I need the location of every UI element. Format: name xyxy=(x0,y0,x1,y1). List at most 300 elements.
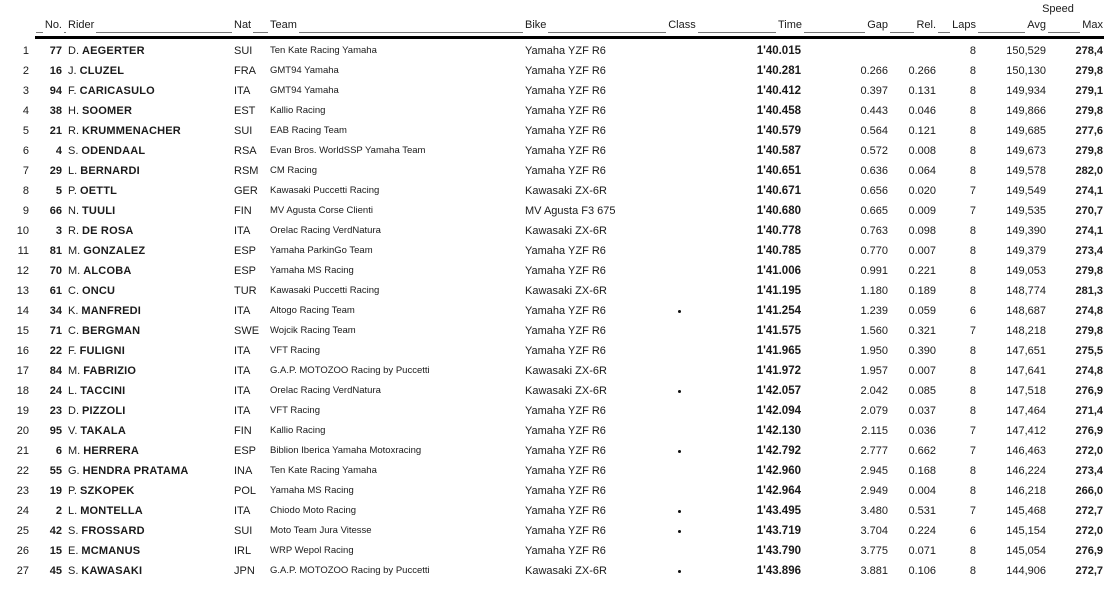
gap-cell: 0.443 xyxy=(860,105,888,117)
header-nat: Nat xyxy=(234,19,252,31)
rider-name-cell xyxy=(64,501,228,521)
rider-surname: SOOMER xyxy=(82,105,133,117)
class-cell xyxy=(634,401,710,421)
table-row xyxy=(0,541,1110,561)
team-cell: WRP Wepol Racing xyxy=(270,545,354,556)
max-speed-cell: 270,7 xyxy=(1075,205,1103,217)
rider-number-cell: 81 xyxy=(49,245,62,257)
bike-cell: Kawasaki ZX-6R xyxy=(525,225,607,237)
rider-surname: ONCU xyxy=(82,285,116,297)
gap-cell: 0.397 xyxy=(860,85,888,97)
table-row xyxy=(0,61,1110,81)
max-speed-cell: 279,8 xyxy=(1075,65,1103,77)
rider-number-cell: 24 xyxy=(49,385,62,397)
team-cell: Yamaha MS Racing xyxy=(270,485,354,496)
rider-initial: H. xyxy=(68,105,79,117)
laps-cell: 8 xyxy=(969,45,976,57)
rel-cell: 0.007 xyxy=(908,245,936,257)
rider-surname: MANFREDI xyxy=(81,305,142,317)
team-cell: Yamaha ParkinGo Team xyxy=(270,245,373,256)
team-cell: Wojcik Racing Team xyxy=(270,325,356,336)
max-speed-cell: 276,9 xyxy=(1075,425,1103,437)
time-cell: 1'42.964 xyxy=(756,485,801,497)
rider-surname: PIZZOLI xyxy=(82,405,126,417)
rel-cell: 0.168 xyxy=(908,465,936,477)
rel-cell: 0.085 xyxy=(908,385,936,397)
laps-cell: 8 xyxy=(969,245,976,257)
rel-cell: 0.020 xyxy=(908,185,936,197)
rider-number-cell: 21 xyxy=(49,125,62,137)
speed-group-line xyxy=(0,0,1110,18)
rider-surname: BERNARDI xyxy=(80,165,140,177)
bike-cell: Yamaha YZF R6 xyxy=(525,65,606,77)
nationality-cell: ESP xyxy=(234,445,257,457)
rider-surname: HERRERA xyxy=(83,445,140,457)
rel-cell: 0.531 xyxy=(908,505,936,517)
rider-surname: GONZALEZ xyxy=(83,245,146,257)
gap-cell xyxy=(808,41,894,61)
bike-cell: Kawasaki ZX-6R xyxy=(525,365,607,377)
table-row xyxy=(0,461,1110,481)
rider-name-cell xyxy=(64,181,228,201)
gap-cell: 2.079 xyxy=(860,405,888,417)
class-dot-icon xyxy=(678,530,681,533)
laps-cell: 7 xyxy=(969,425,976,437)
avg-speed-cell: 150,529 xyxy=(1006,45,1046,57)
bike-cell: MV Agusta F3 675 xyxy=(525,205,616,217)
nationality-cell: SUI xyxy=(234,125,253,137)
laps-cell: 8 xyxy=(969,465,976,477)
bike-cell: Yamaha YZF R6 xyxy=(525,125,606,137)
avg-speed-cell: 149,053 xyxy=(1006,265,1046,277)
nationality-cell: SUI xyxy=(234,45,253,57)
rider-surname: MCMANUS xyxy=(81,545,141,557)
rider-initial: M. xyxy=(68,445,81,457)
class-cell xyxy=(634,221,710,241)
table-row xyxy=(0,261,1110,281)
header-avg-speed: Avg xyxy=(1027,19,1046,31)
time-cell: 1'40.015 xyxy=(756,45,801,57)
table-row xyxy=(0,361,1110,381)
bike-cell: Yamaha YZF R6 xyxy=(525,165,606,177)
gap-cell: 1.180 xyxy=(860,285,888,297)
team-cell: Kallio Racing xyxy=(270,105,326,116)
avg-speed-cell: 147,518 xyxy=(1006,385,1046,397)
table-header-row xyxy=(0,18,1110,36)
team-cell: Biblion Iberica Yamaha Motoxracing xyxy=(270,445,422,456)
max-speed-cell: 275,5 xyxy=(1075,345,1103,357)
max-speed-cell: 274,1 xyxy=(1075,185,1103,197)
class-cell xyxy=(634,261,710,281)
avg-speed-cell: 149,866 xyxy=(1006,105,1046,117)
position-cell: 15 xyxy=(16,325,29,337)
rider-surname: ALCOBA xyxy=(83,265,132,277)
class-dot-icon xyxy=(678,510,681,513)
table-row xyxy=(0,121,1110,141)
laps-cell: 8 xyxy=(969,145,976,157)
header-time: Time xyxy=(777,19,802,31)
laps-cell: 7 xyxy=(969,205,976,217)
max-speed-cell: 274,1 xyxy=(1075,225,1103,237)
laps-cell: 8 xyxy=(969,105,976,117)
nationality-cell: ITA xyxy=(234,225,251,237)
position-cell: 12 xyxy=(16,265,29,277)
rider-initial: L. xyxy=(68,505,78,517)
max-speed-cell: 272,7 xyxy=(1075,505,1103,517)
position-cell: 17 xyxy=(16,365,29,377)
header-rule xyxy=(35,36,1104,39)
rider-name-cell xyxy=(64,41,228,61)
rider-initial: M. xyxy=(68,265,81,277)
max-speed-cell: 271,4 xyxy=(1075,405,1103,417)
bike-cell: Yamaha YZF R6 xyxy=(525,425,606,437)
gap-cell: 2.115 xyxy=(861,425,888,437)
team-cell: G.A.P. MOTOZOO Racing by Puccetti xyxy=(270,565,430,576)
avg-speed-cell: 145,468 xyxy=(1006,505,1046,517)
table-row xyxy=(0,521,1110,541)
avg-speed-cell: 148,218 xyxy=(1006,325,1046,337)
rider-name-cell xyxy=(64,381,228,401)
class-cell xyxy=(634,521,710,541)
time-cell: 1'40.587 xyxy=(756,145,801,157)
laps-cell: 6 xyxy=(969,305,976,317)
rider-initial: K. xyxy=(68,305,79,317)
nationality-cell: TUR xyxy=(234,285,257,297)
team-cell: CM Racing xyxy=(270,165,317,176)
rider-initial: R. xyxy=(68,125,79,137)
rider-initial: L. xyxy=(68,165,78,177)
class-cell xyxy=(634,101,710,121)
class-dot-icon xyxy=(678,570,681,573)
rider-number-cell: 3 xyxy=(55,225,62,237)
team-cell: Evan Bros. WorldSSP Yamaha Team xyxy=(270,145,426,156)
rider-initial: G. xyxy=(68,465,80,477)
rider-initial: F. xyxy=(68,85,77,97)
team-cell: Altogo Racing Team xyxy=(270,305,355,316)
class-cell xyxy=(634,201,710,221)
class-dot-icon xyxy=(678,390,681,393)
max-speed-cell: 279,8 xyxy=(1075,105,1103,117)
rel-cell: 0.036 xyxy=(908,425,936,437)
rider-surname: DE ROSA xyxy=(82,225,134,237)
rider-number-cell: 16 xyxy=(49,65,62,77)
avg-speed-cell: 149,549 xyxy=(1006,185,1046,197)
rider-initial: C. xyxy=(68,285,79,297)
laps-cell: 8 xyxy=(969,545,976,557)
rel-cell: 0.224 xyxy=(908,525,936,537)
rider-name-cell xyxy=(64,361,228,381)
rider-initial: S. xyxy=(68,565,79,577)
rider-initial: M. xyxy=(68,365,81,377)
table-row xyxy=(0,181,1110,201)
table-row xyxy=(0,421,1110,441)
rel-cell: 0.106 xyxy=(908,565,936,577)
team-cell: GMT94 Yamaha xyxy=(270,65,339,76)
rel-cell: 0.004 xyxy=(908,485,936,497)
rider-name-cell xyxy=(64,61,228,81)
table-row xyxy=(0,561,1110,581)
laps-cell: 7 xyxy=(969,445,976,457)
table-row xyxy=(0,401,1110,421)
rider-number-cell: 84 xyxy=(49,365,62,377)
nationality-cell: ITA xyxy=(234,405,251,417)
header-max-speed: Max xyxy=(1082,19,1103,31)
position-cell: 5 xyxy=(22,125,29,137)
avg-speed-cell: 147,651 xyxy=(1006,345,1046,357)
table-row xyxy=(0,221,1110,241)
avg-speed-cell: 149,535 xyxy=(1006,205,1046,217)
laps-cell: 8 xyxy=(969,225,976,237)
rider-surname: MONTELLA xyxy=(80,505,143,517)
rider-name-cell xyxy=(64,541,228,561)
max-speed-cell: 278,4 xyxy=(1075,45,1103,57)
gap-cell: 0.572 xyxy=(860,145,888,157)
position-cell: 10 xyxy=(16,225,29,237)
class-cell xyxy=(634,41,710,61)
rider-surname: TACCINI xyxy=(80,385,126,397)
time-cell: 1'41.965 xyxy=(756,345,801,357)
rider-number-cell: 34 xyxy=(49,305,62,317)
time-cell: 1'41.254 xyxy=(756,305,801,317)
time-cell: 1'41.972 xyxy=(756,365,801,377)
max-speed-cell: 281,3 xyxy=(1075,285,1103,297)
rel-cell: 0.098 xyxy=(908,225,936,237)
rider-name-cell xyxy=(64,561,228,581)
max-speed-cell: 279,1 xyxy=(1075,85,1103,97)
rel-cell: 0.008 xyxy=(908,145,936,157)
rider-number-cell: 2 xyxy=(55,505,62,517)
rider-number-cell: 70 xyxy=(49,265,62,277)
max-speed-cell: 279,8 xyxy=(1075,265,1103,277)
table-row xyxy=(0,481,1110,501)
nationality-cell: GER xyxy=(234,185,258,197)
bike-cell: Yamaha YZF R6 xyxy=(525,485,606,497)
nationality-cell: ITA xyxy=(234,305,251,317)
laps-cell: 7 xyxy=(969,185,976,197)
rider-number-cell: 29 xyxy=(49,165,62,177)
table-row xyxy=(0,321,1110,341)
table-row xyxy=(0,241,1110,261)
avg-speed-cell: 147,412 xyxy=(1006,425,1046,437)
nationality-cell: JPN xyxy=(234,565,255,577)
rider-surname: CLUZEL xyxy=(79,65,125,77)
table-row xyxy=(0,501,1110,521)
position-cell: 16 xyxy=(16,345,29,357)
rider-number-cell: 15 xyxy=(49,545,62,557)
max-speed-cell: 272,7 xyxy=(1075,565,1103,577)
rider-surname: HENDRA PRATAMA xyxy=(82,465,189,477)
rel-cell: 0.037 xyxy=(908,405,936,417)
class-cell xyxy=(634,361,710,381)
table-row xyxy=(0,341,1110,361)
class-cell xyxy=(634,281,710,301)
class-cell xyxy=(634,161,710,181)
rel-cell: 0.009 xyxy=(908,205,936,217)
gap-cell: 2.777 xyxy=(860,445,888,457)
team-cell: Moto Team Jura Vitesse xyxy=(270,525,372,536)
table-row xyxy=(0,281,1110,301)
team-cell: Ten Kate Racing Yamaha xyxy=(270,45,377,56)
avg-speed-cell: 150,130 xyxy=(1006,65,1046,77)
table-row xyxy=(0,161,1110,181)
rider-number-cell: 4 xyxy=(55,145,62,157)
time-cell: 1'40.458 xyxy=(756,105,801,117)
nationality-cell: ITA xyxy=(234,505,251,517)
gap-cell: 3.775 xyxy=(860,545,888,557)
position-cell: 18 xyxy=(16,385,29,397)
time-cell: 1'40.778 xyxy=(756,225,801,237)
rider-name-cell xyxy=(64,221,228,241)
rider-initial: L. xyxy=(68,385,78,397)
rider-initial: P. xyxy=(68,185,77,197)
rider-number-cell: 42 xyxy=(49,525,62,537)
position-cell: 20 xyxy=(16,425,29,437)
rel-cell: 0.390 xyxy=(908,345,936,357)
rider-name-cell xyxy=(64,321,228,341)
bike-cell: Yamaha YZF R6 xyxy=(525,505,606,517)
rider-number-cell: 5 xyxy=(55,185,62,197)
rider-initial: D. xyxy=(68,45,79,57)
position-cell: 11 xyxy=(17,245,29,257)
time-cell: 1'40.281 xyxy=(756,65,801,77)
bike-cell: Yamaha YZF R6 xyxy=(525,405,606,417)
max-speed-cell: 273,4 xyxy=(1075,465,1103,477)
bike-cell: Yamaha YZF R6 xyxy=(525,105,606,117)
bike-cell: Yamaha YZF R6 xyxy=(525,305,606,317)
gap-cell: 0.770 xyxy=(860,245,888,257)
team-cell: Orelac Racing VerdNatura xyxy=(270,225,381,236)
rider-name-cell xyxy=(64,261,228,281)
rel-cell: 0.189 xyxy=(908,285,936,297)
time-cell: 1'43.790 xyxy=(756,545,801,557)
position-cell: 2 xyxy=(22,65,29,77)
class-cell xyxy=(634,441,710,461)
avg-speed-cell: 149,390 xyxy=(1006,225,1046,237)
rel-cell: 0.059 xyxy=(908,305,936,317)
table-row xyxy=(0,381,1110,401)
avg-speed-cell: 146,463 xyxy=(1006,445,1046,457)
team-cell: Kawasaki Puccetti Racing xyxy=(270,285,380,296)
nationality-cell: FIN xyxy=(234,425,252,437)
laps-cell: 8 xyxy=(969,385,976,397)
max-speed-cell: 276,9 xyxy=(1075,385,1103,397)
time-cell: 1'42.130 xyxy=(756,425,801,437)
rider-initial: R. xyxy=(68,225,79,237)
class-cell xyxy=(634,541,710,561)
position-cell: 23 xyxy=(16,485,29,497)
rider-number-cell: 19 xyxy=(49,485,62,497)
table-row xyxy=(0,141,1110,161)
rider-initial: V. xyxy=(68,425,78,437)
avg-speed-cell: 147,641 xyxy=(1006,365,1046,377)
rider-name-cell xyxy=(64,341,228,361)
rider-initial: S. xyxy=(68,145,79,157)
gap-cell: 0.656 xyxy=(860,185,888,197)
rider-name-cell xyxy=(64,441,228,461)
time-cell: 1'40.579 xyxy=(756,125,801,137)
avg-speed-cell: 147,464 xyxy=(1006,405,1046,417)
max-speed-cell: 279,8 xyxy=(1075,325,1103,337)
gap-cell: 1.957 xyxy=(860,365,888,377)
rider-number-cell: 95 xyxy=(49,425,62,437)
rider-surname: KRUMMENACHER xyxy=(82,125,181,137)
laps-cell: 8 xyxy=(969,125,976,137)
rider-name-cell xyxy=(64,461,228,481)
rider-surname: TUULI xyxy=(82,205,116,217)
rider-initial: J. xyxy=(68,65,77,77)
rider-initial: D. xyxy=(68,405,79,417)
position-cell: 14 xyxy=(16,305,29,317)
avg-speed-cell: 149,934 xyxy=(1006,85,1046,97)
nationality-cell: POL xyxy=(234,485,257,497)
position-cell: 3 xyxy=(22,85,29,97)
position-cell: 24 xyxy=(16,505,29,517)
bike-cell: Yamaha YZF R6 xyxy=(525,45,606,57)
time-cell: 1'41.195 xyxy=(756,285,801,297)
class-cell xyxy=(634,241,710,261)
rider-surname: FULIGNI xyxy=(79,345,125,357)
table-row xyxy=(0,81,1110,101)
gap-cell: 3.704 xyxy=(860,525,888,537)
laps-cell: 8 xyxy=(969,365,976,377)
laps-cell: 6 xyxy=(969,525,976,537)
nationality-cell: INA xyxy=(234,465,253,477)
bike-cell: Yamaha YZF R6 xyxy=(525,345,606,357)
nationality-cell: ESP xyxy=(234,265,257,277)
laps-cell: 8 xyxy=(969,85,976,97)
nationality-cell: RSA xyxy=(234,145,257,157)
position-cell: 19 xyxy=(16,405,29,417)
max-speed-cell: 272,0 xyxy=(1075,525,1103,537)
gap-cell: 1.560 xyxy=(860,325,888,337)
bike-cell: Yamaha YZF R6 xyxy=(525,265,606,277)
nationality-cell: EST xyxy=(234,105,256,117)
team-cell: Chiodo Moto Racing xyxy=(270,505,357,516)
rel-cell: 0.071 xyxy=(908,545,936,557)
avg-speed-cell: 145,154 xyxy=(1006,525,1046,537)
gap-cell: 2.042 xyxy=(860,385,888,397)
header-rider: Rider xyxy=(68,19,95,31)
rel-cell: 0.131 xyxy=(908,85,936,97)
avg-speed-cell: 149,673 xyxy=(1006,145,1046,157)
rider-initial: E. xyxy=(68,545,79,557)
bike-cell: Yamaha YZF R6 xyxy=(525,525,606,537)
laps-cell: 8 xyxy=(969,345,976,357)
team-cell: Orelac Racing VerdNatura xyxy=(270,385,381,396)
gap-cell: 0.991 xyxy=(860,265,888,277)
time-cell: 1'42.960 xyxy=(756,465,801,477)
rider-surname: SZKOPEK xyxy=(79,485,135,497)
rel-cell xyxy=(894,41,942,61)
position-cell: 13 xyxy=(16,285,29,297)
class-cell xyxy=(634,81,710,101)
max-speed-cell: 273,4 xyxy=(1075,245,1103,257)
rider-number-cell: 61 xyxy=(49,285,62,297)
header-gap: Gap xyxy=(867,19,888,31)
rider-number-cell: 22 xyxy=(49,345,62,357)
max-speed-cell: 277,6 xyxy=(1075,125,1103,137)
nationality-cell: FIN xyxy=(234,205,252,217)
class-cell xyxy=(634,561,710,581)
laps-cell: 8 xyxy=(969,265,976,277)
laps-cell: 8 xyxy=(969,285,976,297)
nationality-cell: SWE xyxy=(234,325,260,337)
team-cell: GMT94 Yamaha xyxy=(270,85,339,96)
class-cell xyxy=(634,341,710,361)
rider-name-cell xyxy=(64,241,228,261)
gap-cell: 0.665 xyxy=(860,205,888,217)
time-cell: 1'40.785 xyxy=(756,245,801,257)
